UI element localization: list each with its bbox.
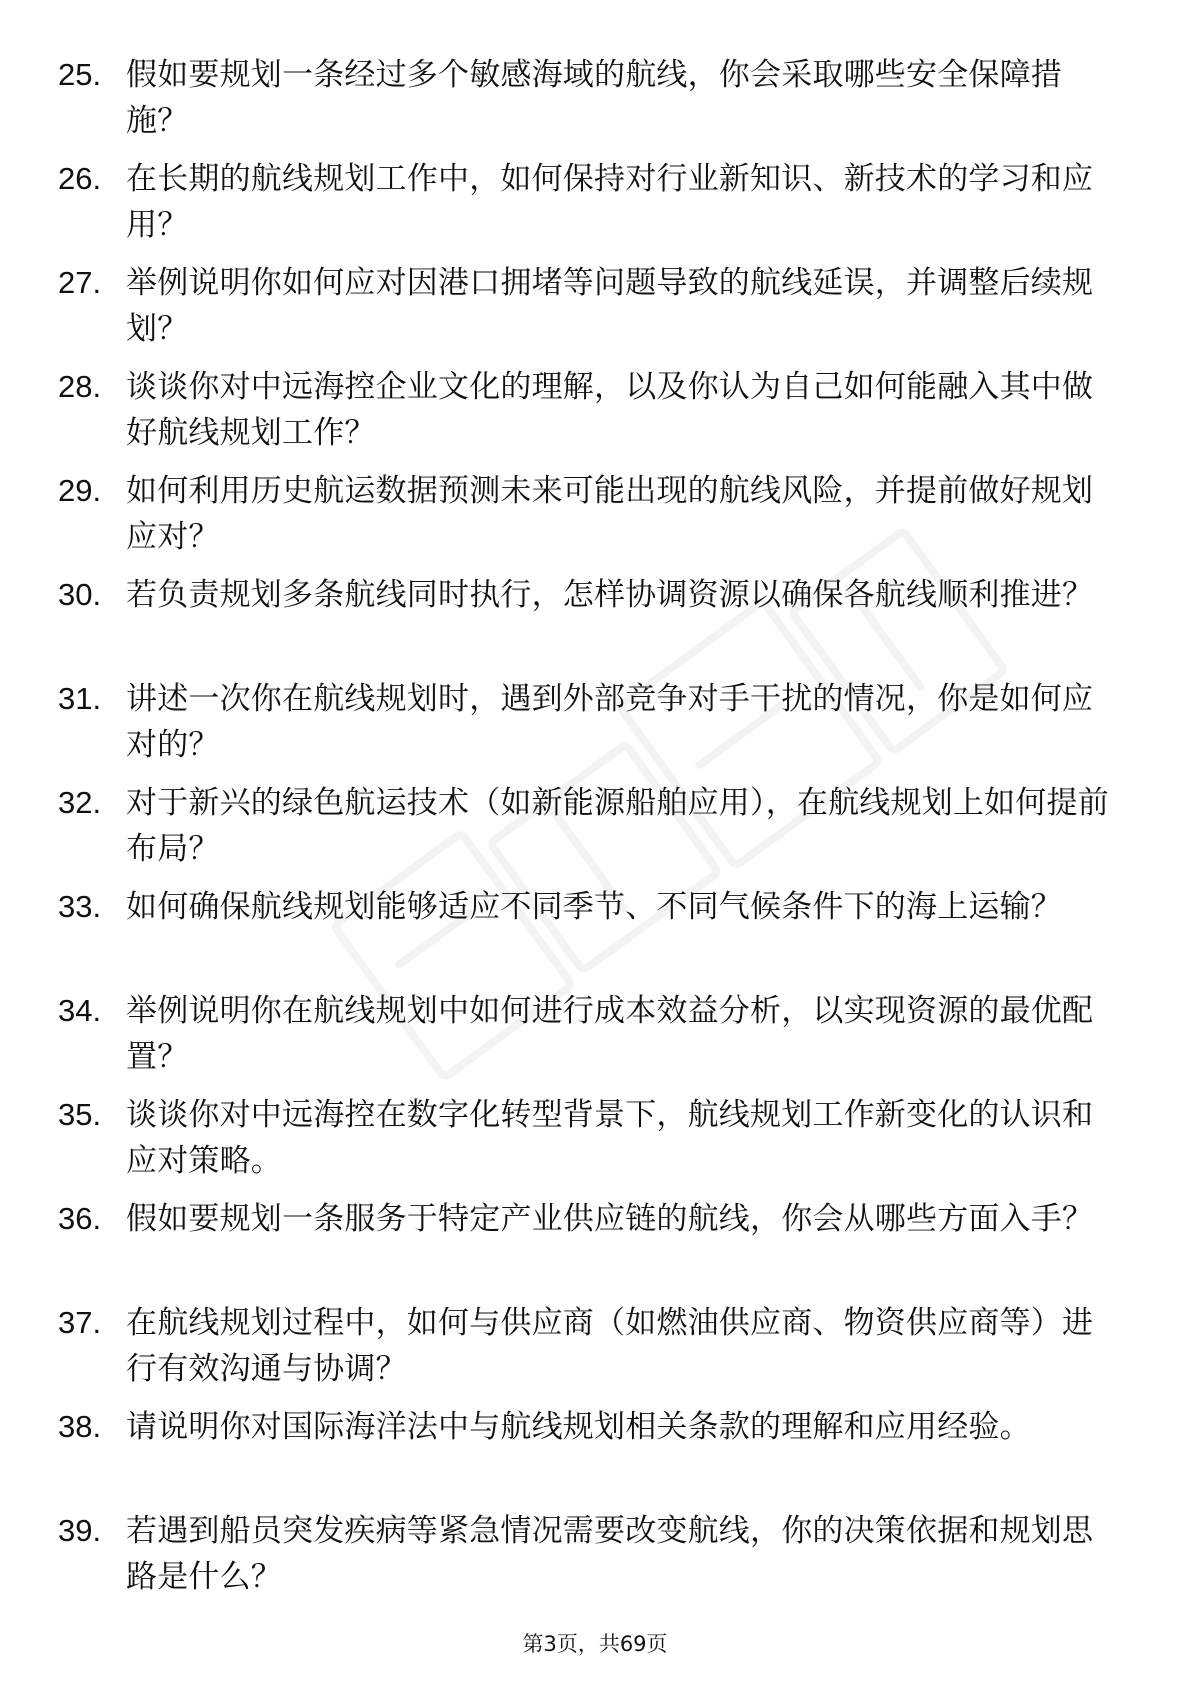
question-list (58, 52, 1110, 1612)
question-number: 31. (58, 681, 102, 716)
question-item (58, 884, 1110, 980)
question-item (58, 468, 1110, 564)
question-number: 25. (58, 57, 102, 92)
question-text: 谈谈你对中远海控在数字化转型背景下，航线规划工作新变化的认识和应对策略。 (126, 1097, 1094, 1179)
question-item (58, 572, 1110, 668)
question-text: 假如要规划一条经过多个敏感海域的航线，你会采取哪些安全保障措施？ (126, 57, 1062, 139)
question-item (58, 156, 1110, 252)
question-item (58, 1404, 1110, 1500)
question-number: 39. (58, 1513, 102, 1548)
question-item (58, 1300, 1110, 1396)
question-text: 举例说明你在航线规划中如何进行成本效益分析，以实现资源的最优配置？ (126, 993, 1094, 1075)
question-item (58, 1092, 1110, 1188)
question-text: 若负责规划多条航线同时执行，怎样协调资源以确保各航线顺利推进？ (126, 577, 1094, 613)
question-text: 假如要规划一条服务于特定产业供应链的航线，你会从哪些方面入手？ (126, 1201, 1094, 1237)
question-text: 谈谈你对中远海控企业文化的理解，以及你认为自己如何能融入其中做好航线规划工作？ (126, 369, 1094, 451)
question-number: 27. (58, 265, 102, 300)
question-number: 26. (58, 161, 102, 196)
question-number: 34. (58, 993, 102, 1028)
question-item (58, 260, 1110, 356)
question-item (58, 1196, 1110, 1292)
question-text: 举例说明你如何应对因港口拥堵等问题导致的航线延误，并调整后续规划？ (126, 265, 1094, 347)
question-item (58, 1508, 1110, 1604)
question-number: 30. (58, 577, 102, 612)
question-text: 若遇到船员突发疾病等紧急情况需要改变航线，你的决策依据和规划思路是什么？ (126, 1513, 1094, 1595)
question-number: 33. (58, 889, 102, 924)
question-text: 如何确保航线规划能够适应不同季节、不同气候条件下的海上运输？ (126, 889, 1062, 925)
question-number: 38. (58, 1409, 102, 1444)
question-text: 对于新兴的绿色航运技术（如新能源船舶应用），在航线规划上如何提前布局？ (126, 785, 1109, 867)
question-number: 28. (58, 369, 102, 404)
question-text: 请说明你对国际海洋法中与航线规划相关条款的理解和应用经验。 (126, 1409, 1031, 1445)
question-text: 如何利用历史航运数据预测未来可能出现的航线风险，并提前做好规划应对？ (126, 473, 1094, 555)
question-number: 37. (58, 1305, 102, 1340)
page-footer: 第3页，共69页 (522, 1632, 668, 1656)
question-item (58, 988, 1110, 1084)
question-number: 32. (58, 785, 102, 820)
question-text: 在长期的航线规划工作中，如何保持对行业新知识、新技术的学习和应用？ (126, 161, 1094, 243)
question-number: 36. (58, 1201, 102, 1236)
question-item (58, 52, 1110, 148)
question-number: 35. (58, 1097, 102, 1132)
question-item (58, 780, 1110, 876)
question-item (58, 676, 1110, 772)
question-item (58, 364, 1110, 460)
question-text: 讲述一次你在航线规划时，遇到外部竞争对手干扰的情况，你是如何应对的？ (126, 681, 1094, 763)
question-number: 29. (58, 473, 102, 508)
question-text: 在航线规划过程中，如何与供应商（如燃油供应商、物资供应商等）进行有效沟通与协调？ (126, 1305, 1094, 1387)
